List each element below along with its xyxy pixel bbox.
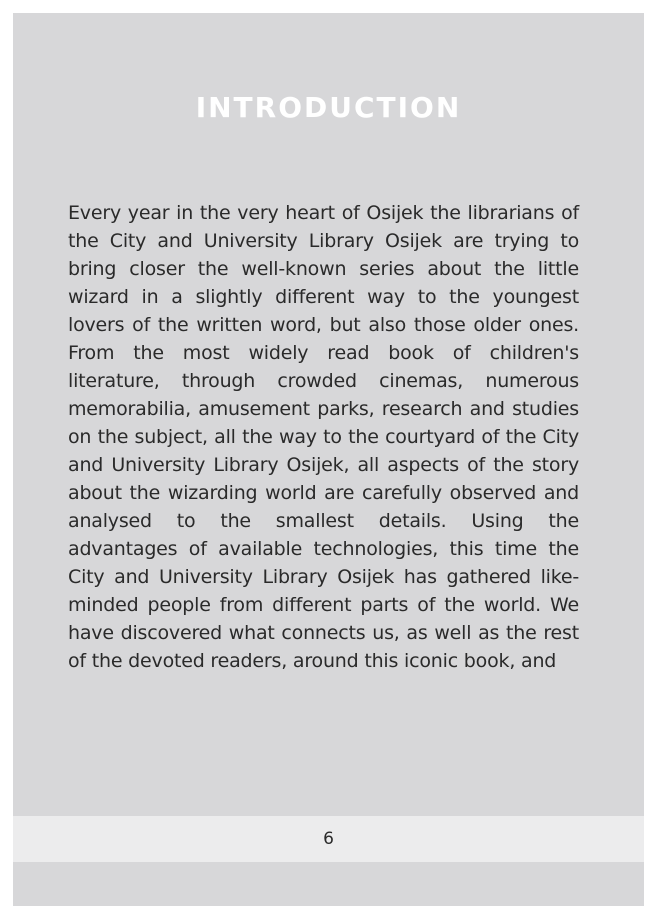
page-number: 6 — [323, 829, 334, 849]
page-footer — [13, 816, 644, 862]
body-paragraph: Every year in the very heart of Osijek the librarians of the City and University Library Osijek are trying to bring closer the well-known series about the little wizard in a slightly different way to the youngest lovers of the written word, but also those older ones. From the most widely read book of children's literature, through crowded cinemas, numerous memorabilia, amusement parks, research and studies on the subject, all the way to the courtyard of the City and University Library Osijek, all aspects of the story about the wizarding world are carefully observed and analysed to the smallest details. Using the advantages of available technologies, this time the City and University Library Osijek has gathered like-minded people from different parts of the world. We have discovered what connects us, as well as the rest of the devoted readers, around this iconic book, and — [68, 202, 579, 672]
document-page — [13, 13, 644, 906]
page-title: INTRODUCTION — [195, 91, 462, 124]
